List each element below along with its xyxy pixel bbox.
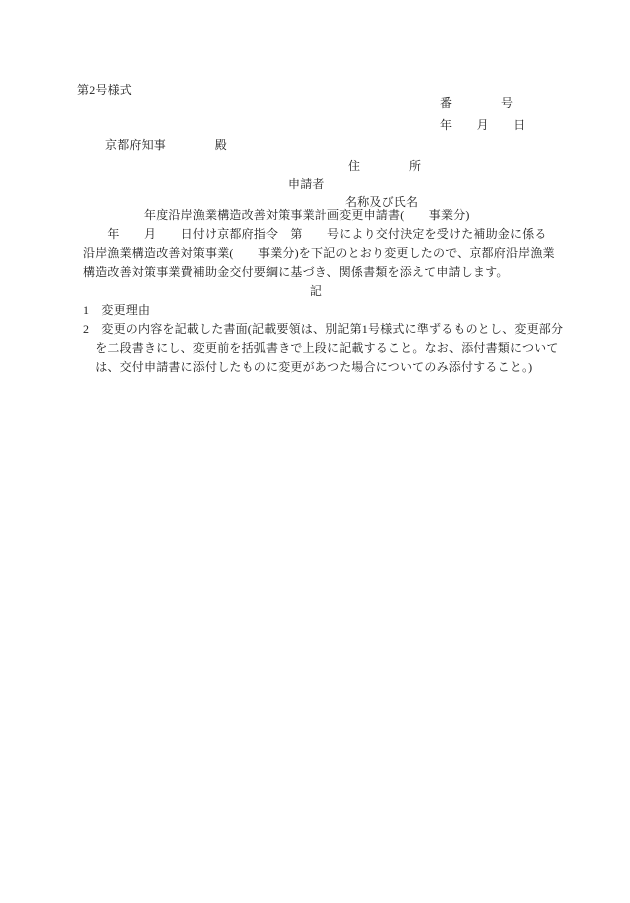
applicant-name-label: 名称及び氏名: [345, 195, 419, 209]
body-line-1: 年 月 日付け京都府指令 第 号により交付決定を受けた補助金に係る: [83, 227, 547, 241]
list-heading: 記: [309, 284, 323, 298]
list-item-1: 1 変更理由: [83, 303, 151, 317]
document-body: [83, 206, 564, 377]
body-line-2: 沿岸漁業構造改善対策事業( 事業分)を下記のとおり変更したので、京都府沿岸漁業: [83, 246, 555, 260]
date-line: 年 月 日: [440, 118, 526, 132]
list-item-2: 2 変更の内容を記載した書面(記載要領は、別記第1号様式に準ずるものとし、変更部分: [83, 322, 564, 336]
applicant-address-label: 住 所: [348, 159, 422, 173]
body-line-3: 構造改善対策事業費補助金交付要綱に基づき、関係書類を添えて申請します。: [83, 265, 509, 279]
form-number-label: 第2号様式: [77, 83, 133, 97]
document-title: 年度沿岸漁業構造改善対策事業計画変更申請書( 事業分): [83, 208, 470, 222]
list-item-2-continuation-2: は、交付申請書に添付したものに変更があつた場合についてのみ添付すること。): [83, 360, 533, 374]
list-item-2-continuation-1: を二段書きにし、変更前を括弧書きで上段に記載すること。なお、添付書類について: [83, 341, 559, 355]
applicant-label: 申請者: [288, 177, 325, 191]
addressee-line: 京都府知事 殿: [105, 138, 228, 152]
ref-number-line: 番 号: [440, 96, 514, 110]
